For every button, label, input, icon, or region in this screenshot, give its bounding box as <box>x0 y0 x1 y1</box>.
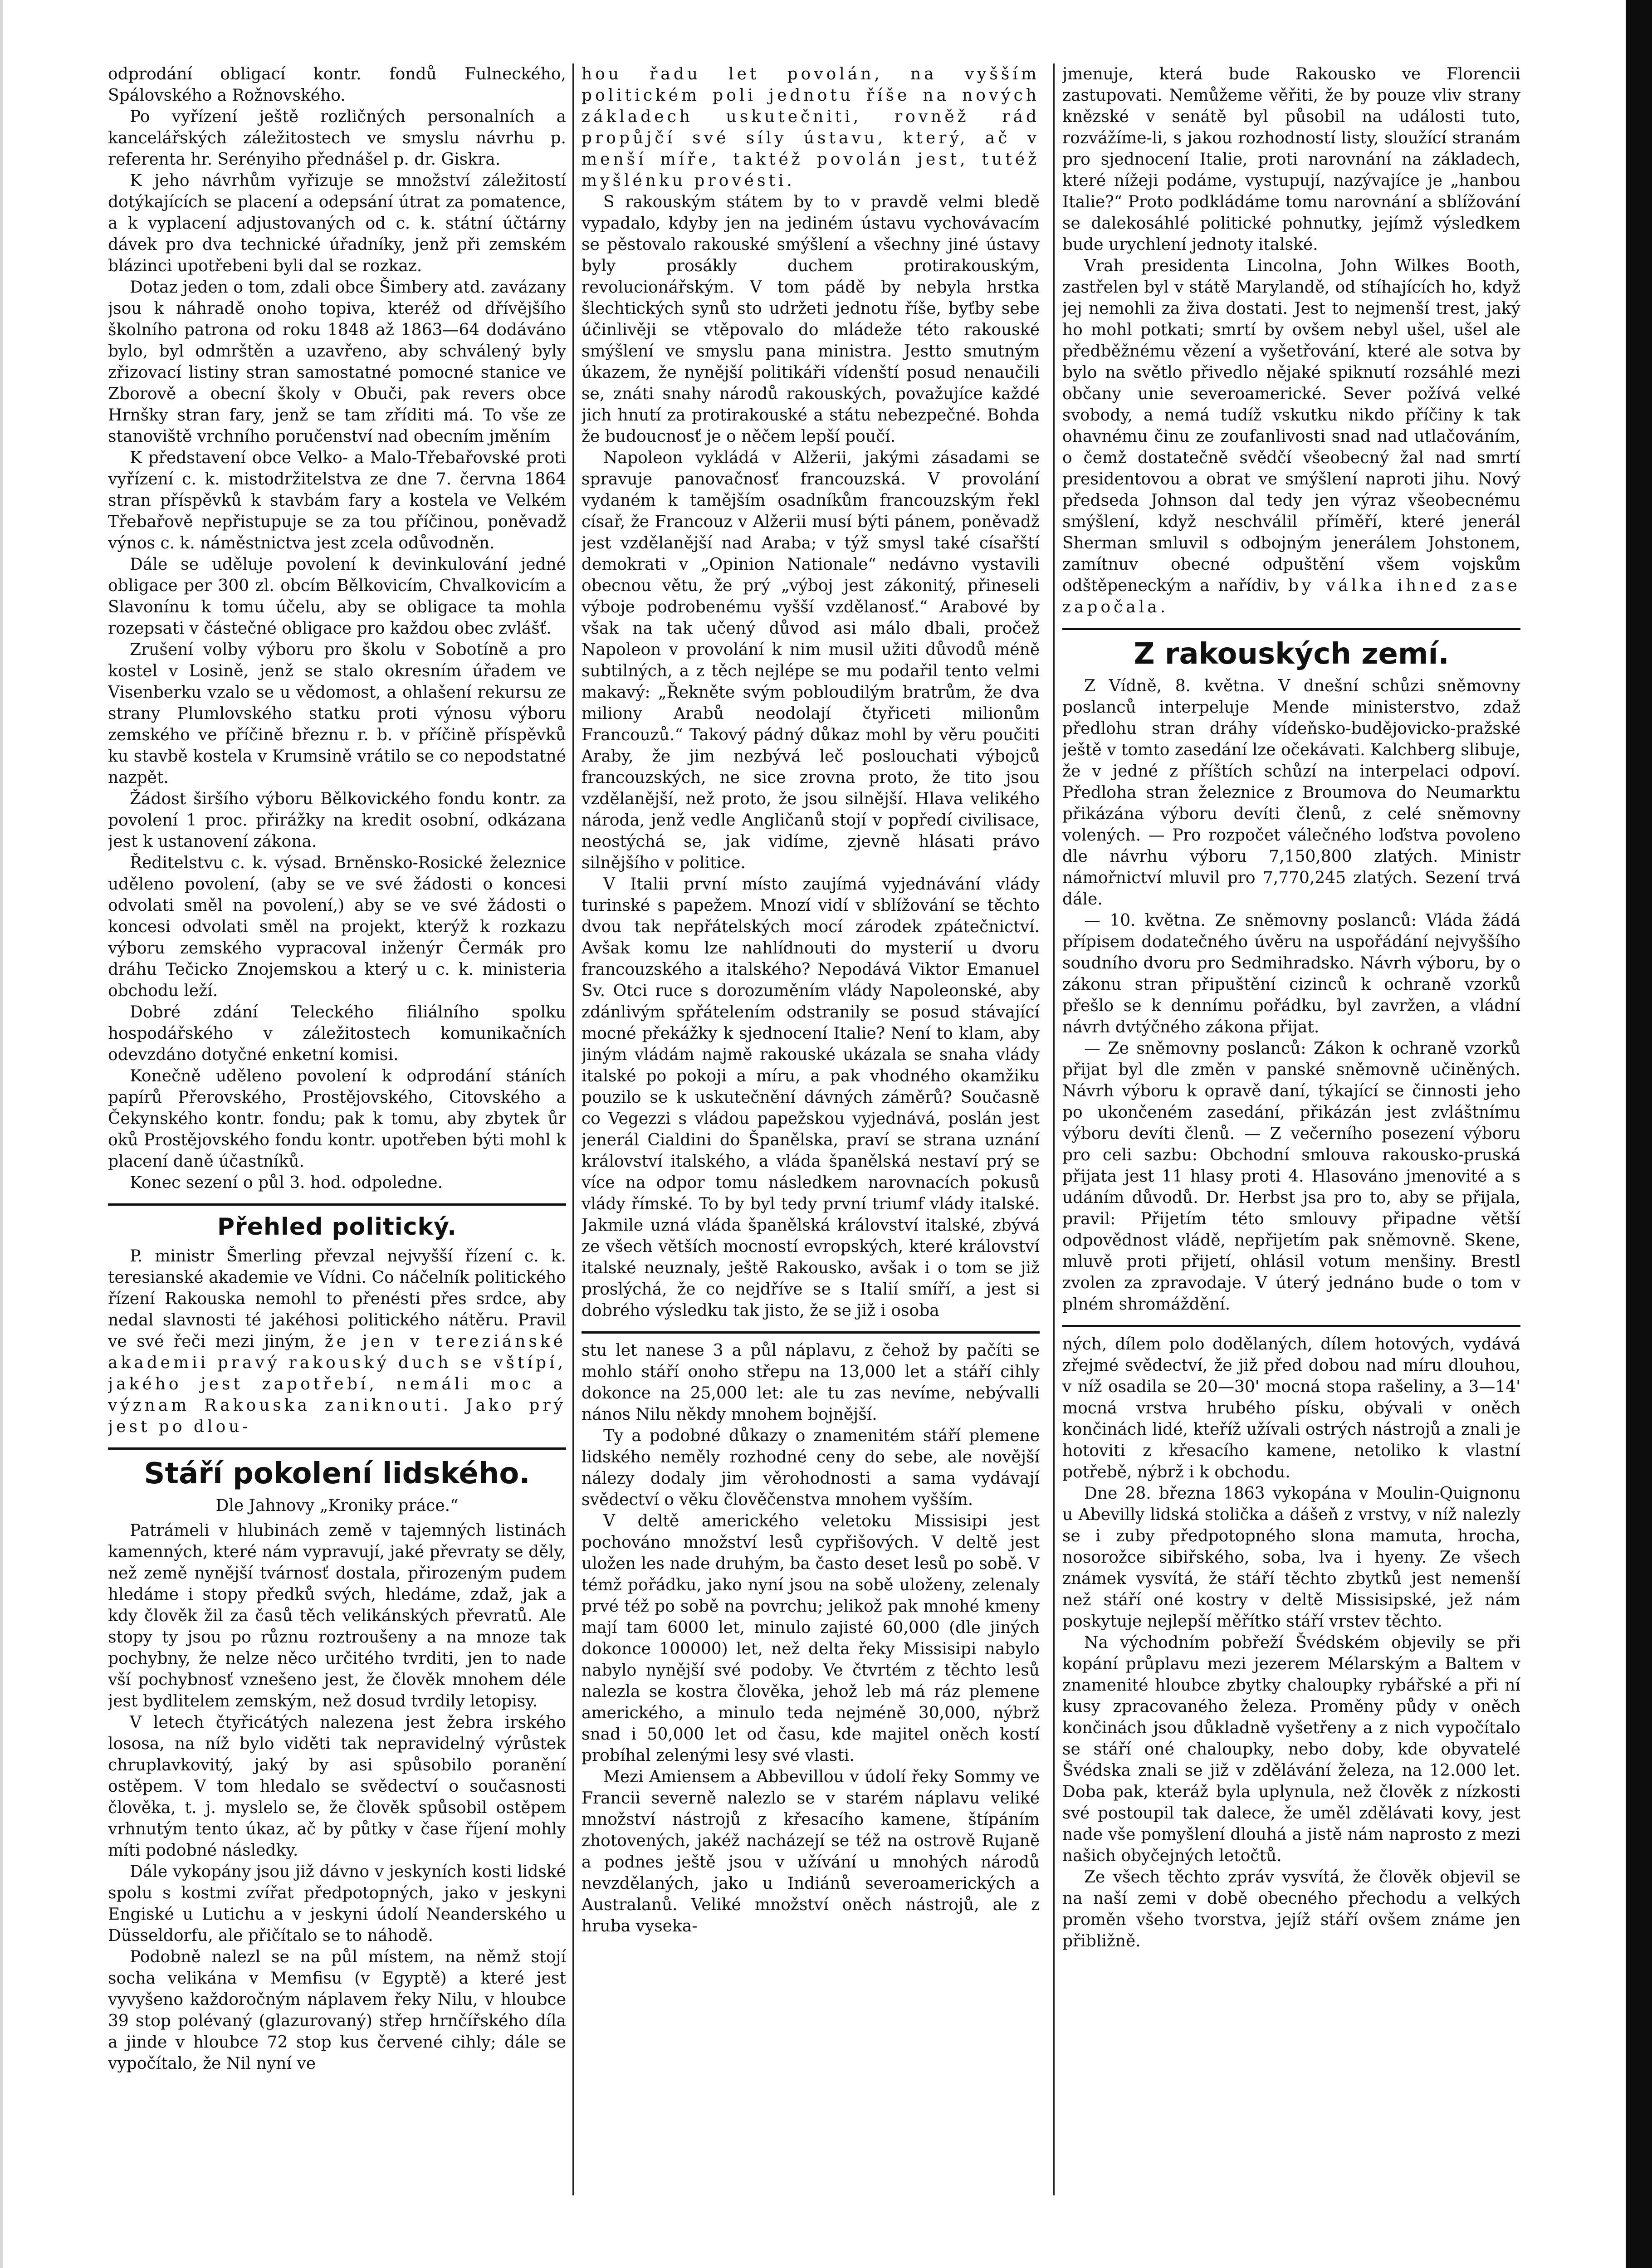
paragraph: Konec sezení o půl 3. hod. odpoledne. <box>130 1173 443 1192</box>
paragraph <box>108 1246 566 1437</box>
paragraph: Podobně nalezl se na půl místem, na němž stojí socha velikána v Memfisu (v Egyptě) a které jest vyvyšeno každoročným náplavem řeky Nilu, v hloubce 39 stop polévaný (glazurovaný) střep hrnčířského díla a jinde v hloubce 72 stop kus červené cihly; dále se vypočítalo, že Nil nyní ve <box>108 1948 566 2073</box>
paragraph: stu let nanese 3 a půl náplavu, z čehož by pačíti se mohlo stáří onoho střepu na 13,000 let a stáří cihly dokonce na 25,000 let: ale tu zas nevíme, nebývalli nános Nilu někdy mnohem bojnější. <box>582 1341 1040 1424</box>
text-run: P. ministr Šmerling převzal nejvyšší řízení c. k. teresianské akademie ve Vídni. Co náčelník politického řízení Rakouska nemohl to přenésti přes srdce, aby nedal slavnosti té jakéhosi politického nátěru. Pravil ve své řeči mezi jiným, <box>108 1247 566 1351</box>
text-run-spaced: že jen v tereziánské akademii pravý rakouský duch se vštípí, jakého jest zapotřebí, nemáli moc a význam Rakouska zaniknouti. Jako prý jest po dlou- <box>108 1332 566 1436</box>
article-title-stari: Stáří pokolení lidského. <box>144 1457 530 1491</box>
paragraph: Dobré zdání Teleckého filiálního spolku hospodářského v záležitostech komunikačních odevzdáno dotyčné enketní komisi. <box>108 1003 566 1064</box>
section-divider <box>108 1447 566 1450</box>
paragraph: Dále vykopány jsou již dávno v jeskyních kosti lidské spolu s kostmi zvířat předpotopných, jako v jeskyni Engiské u Lutichu a v jeskyni údolí Neanderského u Düsseldorfu, ale přičítalo se to náhodě. <box>108 1862 566 1945</box>
paragraph: Konečně uděleno povolení k odprodání stáních papírů Přerovského, Prostějovského, Citovského a Čekynského kontr. fondu; pak k tomu, aby zbytek ůr oků Prostějovského fondu kontr. upotřeben býti mohl k placení daně účastníků. <box>108 1067 566 1171</box>
section-divider <box>1062 628 1520 630</box>
paragraph: Žádost širšího výboru Bělkovického fondu kontr. za povolení 1 proc. přirážky na kredit osobní, odkázana jest k ustanovení zákona. <box>108 790 566 851</box>
page-left-edge <box>0 0 3 2268</box>
paragraph: Na východním pobřeží Švédském objevily se při kopání průplavu mezi jezerem Mélarským a Baltem v znamenité hloubce zbytky chaloupky rybářské a při ní kusy zpracovaného železa. Proměny půdy v oněch končinách jsou důkladně vyšetřeny a z nich vypočítalo se stáří oné chaloupky, nebo doby, kde obyvatelé Švédska znali se již v zdělávání železa, na 12.000 let. Doba pak, kteráž byla uplynula, než člověk z nízkosti své postoupil tak dalece, že uměl zdělávati kovy, jest nade vše pomyšlení dlouhá a jistě nám naprosto z mezi našich obyčejných letočtů. <box>1062 1633 1520 1865</box>
paragraph: Zrušení volby výboru pro školu v Sobotíně a pro kostel v Losině, jenž se stalo okresním úřadem ve Visenberku vzalo se u vědomost, a ohlašení rekursu ze strany Plumlovského statku proti výnosu výboru zemského ve příčině březnu r. b. v příčině příspěvků ku stavbě kostela v Krumsině vrátilo se co nepodstatné nazpět. <box>108 640 566 787</box>
page-right-edge <box>1626 0 1652 2268</box>
paragraph <box>1062 255 1520 618</box>
paragraph-spaced: hou řadu let povolán, na vyšším politickém poli jednotu říše na nových základech uskutečniti, rovněž rád propůjčí své síly ústavu, který, ač v menší míře, taktéž povolán jest, tutéž myšlénku provésti. <box>582 65 1040 190</box>
paragraph: — 10. května. Ze sněmovny poslanců: Vláda žádá přípisem dodatečného úvěru na uspořádání nejvyššího soudního dvoru pro Sedmihradsko. Návrh výboru, by o zákonu stran připuštění cizinců k ochraně vzorků přešlo se k dennímu pořádku, byl zavržen, a vládní návrh dvtýčného zákona přijat. <box>1062 911 1520 1036</box>
section-divider <box>582 1331 1040 1334</box>
text-run: Vrah presidenta Lincolna, John Wilkes Booth, zastřelen byl v státě Marylandě, od stíhajících ho, když jej nemohli za živa dostati. Jest to nejmenší trest, jaký ho mohl potkati; smrtí by ovšem nebyl ušel, ušel ale předběžnému vězení a vyšetřování, které ale sotva by bylo na světlo přivedlo nějaké spiknutí rozsáhlé mezi občany unie severoamerické. Sever požívá velké svobody, a nemá tudíž vskutku nikdo příčiny k tak ohavnému činu ze zoufanlivosti snad nad utlačováním, o čemž dostatečně svědčí všeobecný žal nad smrtí presidentovou a obrat ve smýšlení naproti jihu. Nový předseda Johnson dal tedy jen výraz všeobecnému smýšlení, když neschválil příměří, které jenerál Sherman smluvil s odbojným jenerálem Johstonem, zamítnuv obecné odpuštění všem vojskům odštěpeneckým a nařídiv, <box>1062 257 1520 595</box>
paragraph: Mezi Amiensem a Abbevillou v údolí řeky Sommy ve Francii severně nalezlo se v starém náplavu veliké množství nástrojů z křesacího kamene, štípáním zhotovených, jakéž nacházejí se též na ostrově Rujaně a podnes ještě jsou v užívání u mnohých národů nevzdělaných, jako u Indiánů severoamerických a Australanů. Veliké množství oněch nástrojů, ale z hruba vyseka- <box>582 1768 1040 1936</box>
paragraph: Po vyřízení ještě rozličných personalních a kancelářských záležitostech ve smyslu návrhu p. referenta hr. Serényiho přednášel p. dr. Giskra. <box>108 108 566 169</box>
paragraph: ných, dílem polo dodělaných, dílem hotových, vydává zřejmé svědectví, že již před dobou nad míru dlouhou, v níž osadila se 20—30' mocná stopa rašeliny, a 3—14' mocná vrstva hrubého písku, obývali v oněch končinách lidé, kteříž užívali ostrých nástrojů a znali je hotoviti z křesacího kamene, netoliko k vlastní potřebě, nýbrž i k obchodu. <box>1062 1335 1520 1481</box>
column-divider-1 <box>572 64 574 2195</box>
paragraph: jmenuje, která bude Rakousko ve Florencii zastupovati. Nemůžeme věřiti, že by pouze vliv strany knězské v senátě byl působil na události tuto, rozvážíme-li, s jakou rozhodností listy, sloužící stranám pro sjednocení Italie, proti narovnání na základech, které nížeji podáme, vystupují, nazývajíce je „hanbou Italie?“ Proto podkládáme tomu narovnání a sblížování se dalekosáhlé politické pohnutky, jejímž výsledkem bude urychlení jednoty italské. <box>1062 65 1520 254</box>
paragraph: — Ze sněmovny poslanců: Zákon k ochraně vzorků přijat byl dle změn v panské sněmovně učiněných. Návrh výboru k opravě daní, týkající se činnosti jeho po ukončeném zasedání, přikázán jest zvláštnímu výboru devíti členů. — Z večerního posezení výboru pro celi sazbu: Obchodní smlouva rakousko-pruská přijata jest 11 hlasy proti 4. Hlasováno jmenovité a s udáním důvodů. Dr. Herbst jsa pro to, aby se přijala, pravil: Přijetím této smlouvy připadne větší odpovědnost vládě, nepřijetím pak sněmovně. Skene, mluvě proti přijetí, ohlásil votum menšiny. Brestl zvolen za zpravodaje. V úterý jednáno bude o tom v plném shromáždění. <box>1062 1039 1520 1314</box>
paragraph: V Italii první místo zaujímá vyjednávání vlády turinské s papežem. Mnozí vidí v sblížování se těchto dvou tak nepřátelských mocí zárodek zpátečnictví. Avšak komu lze nahlídnouti do mysterií u dvoru francouzského a italského? Nepodává Viktor Emanuel Sv. Otci ruce s dorozuměním vlády Napoleonské, aby zdánlivým spřátelením odstranily se posud stávající mocné překážky k sjednocení Italie? Není to klam, aby jiným vládám najmě rakouské ukázala se snaha vlády italské po pokoji a míru, a pak vhodného okamžiku pouzilo se k uskutečnění dávných záměrů? Současně co Vegezzi s vládou papežskou vyjednává, poslán jest jenerál Cialdini do Španělska, praví se strana uznání království italského, a vláda španělská nestaví prý se více na odpor tomu následkem narovnacích pokusů vlády římské. To by byl tedy první triumf vlády italské. Jakmile uzná vláda španělská království italské, zbývá ze všech větších mocností evropských, které království italské neuznaly, ještě Rakousko, avšak i o tom se již proslýchá, že co nejdříve se s Italií smíří, a jest si dobrého výsledku tak jisto, že se již i osoba <box>582 875 1040 1320</box>
paragraph: odprodání obligací kontr. fondů Fulneckého, Spálovského a Rožnovského. <box>108 65 566 105</box>
section-divider <box>1062 1325 1520 1327</box>
text-run-spaced: by válka ihned zase započala. <box>1062 577 1520 616</box>
paragraph: Ředitelstvu c. k. výsad. Brněnsko-Rosické železnice uděleno povolení, (aby se ve své žádosti o koncesi odvolati směl na povolení,) aby se ve své žádosti o koncesi odvolati směl na projekt, kterýž k rozkazu výboru zemského vypracoval inženýr Čermák pro dráhu Tečicko Znojemskou a který u c. k. ministeria obchodu leží. <box>108 854 566 1000</box>
paragraph: Ze všech těchto zpráv vysvítá, že člověk objevil se na naší zemi v době obecného přechodu a velkých proměn všeho tvorstva, jejíž stáří ovšem známe jen přibližně. <box>1062 1868 1520 1950</box>
column-divider-2 <box>1053 64 1055 2195</box>
paragraph: Dotaz jeden o tom, zdali obce Šimbery atd. zavázany jsou k náhradě onoho topiva, kteréž od dřívějšího školního patrona od roku 1848 až 1863—64 dodáváno bylo, byl odmrštěn a uzavřeno, aby schválený byly zřizovací listiny stran samostatné pomocné stanice ve Zborově a obecní školy v Obuči, pak revers obce Hrnšky stran fary, jenž se tam zříditi má. To vše ze stanoviště vrchního poručenství nad obecním jměním <box>108 278 566 446</box>
paragraph: Ty a podobné důkazy o znamenitém stáří plemene lidského neměly rozhodné ceny do sebe, ale novější nálezy dodaly jim věrohodnosti a sama vydávají svědectví o věku člověčenstva mnohem vyšším. <box>582 1427 1040 1509</box>
section-title-prehled: Přehled politický. <box>217 1213 457 1241</box>
paragraph: V letech čtyřicátých nalezena jest žebra irského lososa, na níž bylo viděti tak nepravidelný výrůstek chruplavkovitý, jaký by asi spůsobilo poranění ostěpem. V tom hledalo se svědectví o současnosti člověka, t. j. myslelo se, že člověk spůsobil ostěpem vrhnutým tento úkaz, ač by půtky v čase říjení mohly míti podobné následky. <box>108 1713 566 1860</box>
section-title-rakouskych: Z rakouských zemí. <box>1134 637 1449 671</box>
paragraph: Patrámeli v hlubinách země v tajemných listinách kamenných, které nám vypravují, jaké převraty se děly, než země nynější tvárnosť dostala, přirozeným pudem hledáme i stopy předků svých, hledáme, zdaž, jak a kdy člověk žil za časů těch velikánských převratů. Ale stopy ty jsou po různu roztroušeny a na mnoze tak pochybny, že nelze něco určitého tvrditi, jen to nade vší pochybnosť vznešeno jest, že člověk mnohem déle jest bydlitelem zemským, než dosud tvrdily letopisy. <box>108 1521 566 1711</box>
paragraph: K jeho návrhům vyřizuje se množství záležitostí dotýkajících se placení a odepsání útrat za pomatence, a k vyplacení adjustovaných od c. k. státní účtárny dávek pro dva technické úřadníky, jenž při zemském blázinci upotřebeni byli dal se rozkaz. <box>108 171 566 275</box>
paragraph: S rakouským státem by to v pravdě velmi bledě vypadalo, kdyby jen na jediném ústavu vychovávacím se pěstovalo rakouské smýšlení a všechny jiné ústavy byly prosákly duchem protirakouským, revolucionářským. V tom pádě by nebyla hrstka šlechtických synů sto udržeti jednotu říše, byťby sebe účinlivěji se vtěpovalo do mládeže této rakouské smýšlení ve smyslu pana ministra. Jestto smutným úkazem, že nynější politikáři vídenští posud nenaučili se, znáti snahy národů rakouských, považujíce každé jich hnutí za protirakouské a státu nebezpečné. Bohda že budoucnosť je o něčem lepší poučí. <box>582 193 1040 446</box>
section-divider <box>108 1203 566 1206</box>
paragraph: Napoleon vykládá v Alžerii, jakými zásadami se spravuje panovačnosť francouzská. V provolání vydaném k tamějším osadníkům francouzským řekl císař, že Francouz v Alžerii musí býti pánem, poněvadž jest vzdělanější nad Araba; v týž smysl také císařští demokrati v „Opinion Nationale“ nedávno vystavili obecnou větu, že prý „výboj jest zákonitý, přineseli výboje podrobenému vyšší vzdělanosť.“ Arabové by však na tak učený důvod asi málo dbali, pročež Napoleon v provolání k nim musil užiti důvodů méně subtilných, a z těch nejlépe se mu podařil tento velmi makavý: „Řekněte svým pobloudilým bratrům, že dva miliony Arabů neodolají čtyřiceti milionům Francouzů.“ Takový pádný důkaz mohl by věru poučiti Araby, že jim nezbývá leč poslouchati výbojců francouzských, ne sice zrovna proto, že tito jsou vzdělanější, než proto, že jsou silnější. Hlava velikého národa, jenž vedle Angličanů stojí v popředí civilisace, neostýchá se, jak vidíme, zjevně hlásati právo silnějšího v politice. <box>582 449 1040 872</box>
paragraph: Dále se uděluje povolení k devinkulování jedné obligace per 300 zl. obcím Bělkovicím, Chvalkovicím a Slavonínu k tomu účelu, aby se obligace ta mohla rozepsati v částečné obligace pro každou obec zvlášť. <box>108 555 566 638</box>
column-2 <box>582 64 1040 2195</box>
column-1 <box>108 64 566 2195</box>
column-3 <box>1062 64 1520 2195</box>
paragraph: Dne 28. března 1863 vykopána v Moulin-Quignonu u Abevilly lidská stolička a dášeň z vrstvy, v níž nalezly se i zuby předpotopného slona mamuta, hrocha, nosorožce sibiřského, soba, lva i hyeny. Ze všech známek vysvítá, že stáří těchto zbytků jest nemenší než stáří oné kostry v deltě Missisipské, jež nám poskytuje nejlepší měřítko stáří vrstev těchto. <box>1062 1484 1520 1631</box>
paragraph: K představení obce Velko- a Malo-Třebařovské proti vyřízení c. k. mistodržitelstva ze dne 7. června 1864 stran příspěvků k stavbám fary a kostela ve Velkém Třebařově nepřistupuje se za tou příčinou, poněvadž výnos c. k. náměstnictva jest zcela odůvodněn. <box>108 449 566 552</box>
paragraph: V deltě amerického veletoku Missisipi jest pochováno množství lesů cypřišových. V deltě jest uložen les nade druhým, ba často deset lesů po sobě. V témž pořádku, jako nyní jsou na sobě uloženy, zelenaly prvé též po sobě na povrchu; jelikož pak mnohé kmeny mají tam 6000 let, minulo zajisté 60,000 (dle jiných dokonce 100000) let, než delta řeky Missisipi nabylo nabylo nynější své podoby. Ve čtvrtém z těchto lesů nalezla se kostra člověka, jehož leb má ráz plemene amerického, a minulo teda nejméně 30,000, nýbrž snad i 50,000 let od času, kde majitel oněch kostí probíhal zelenými lesy své vlasti. <box>582 1512 1040 1765</box>
article-subtitle: Dle Jahnovy „Kroniky práce.“ <box>215 1496 459 1515</box>
paragraph: Z Vídně, 8. května. V dnešní schůzi sněmovny poslanců interpeluje Mende ministerstvo, zdaž předlohu stran dráhy vídeňsko-budějovicko-pražské ještě v tomto zasedání lze očekávati. Kalchberg slibuje, že v jedné z příštích schůzí na interpelaci odpoví. Předloha stran železnice z Broumova do Neumarktu přikázána výboru devíti členů, z celé sněmovny volených. — Pro rozpočet válečného loďstva povoleno dle návrhu výboru 7,150,800 zlatých. Ministr námořnictví mluvil pro 7,770,245 zlatých. Sezení trvá dále. <box>1062 677 1520 909</box>
